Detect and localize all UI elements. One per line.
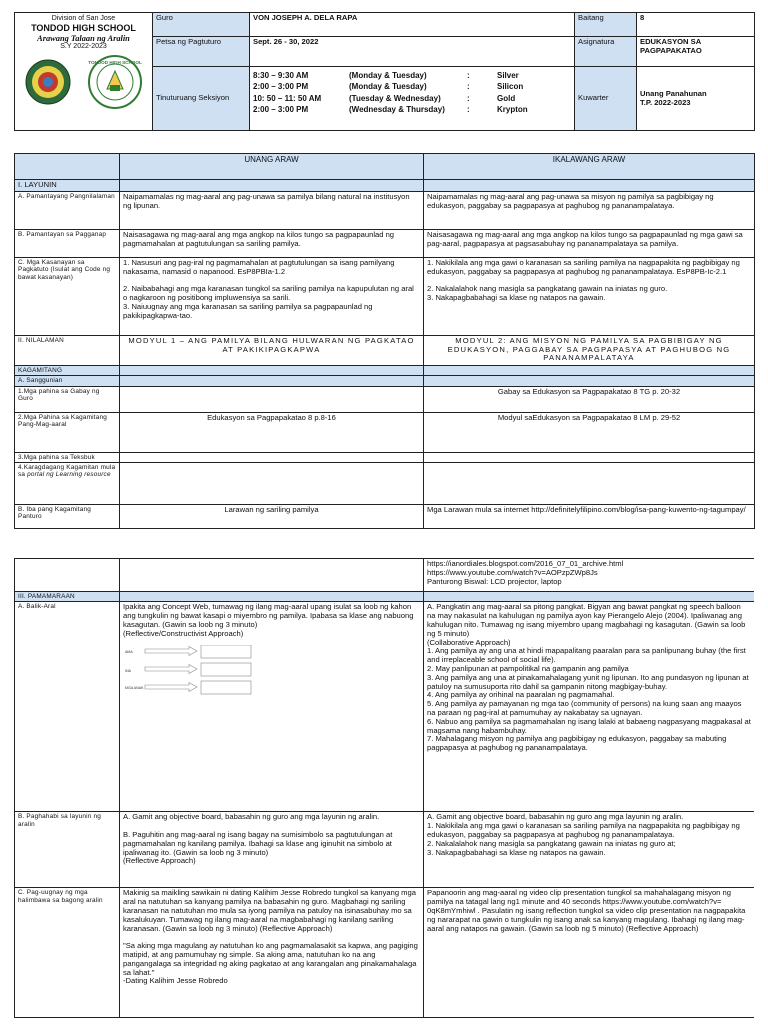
table-cell: Modyul saEdukasyon sa Pagpapakatao 8 LM p. 29-52 <box>424 412 755 452</box>
kagamitang-heading: KAGAMITANG <box>15 365 120 375</box>
row-label: II. NILALAMAN <box>15 335 120 365</box>
row-label: A. Balik-Aral <box>15 602 120 812</box>
schedule-time: 10: 50 – 11: 50 AM <box>253 93 322 103</box>
table-cell: 1. Nakikilala ang mga gawi o karanasan sa sariling pamilya na nagpapakita ng pagbibigay ng edukasyon, paggabay sa pagpapasya at paghubog ng pananampalataya. EsP8PB-Ic-2.1 2. Nakalalahok nang masigla sa pangkatang gawain na iniatas ng guro. 3. Nakapagbabahagi sa klase ng natapos na gawain. <box>424 257 755 335</box>
lesson-plan-page-2 <box>14 558 754 1024</box>
table-cell: Papanoorin ang mag-aaral ng video clip presentation tungkol sa mahahalagang misyon ng pamilya na tatagal lang ng1 minute and 40 seconds https://www.youtube.com/watch?v= 0qK8mYmhiwl . Pasulatin ng isang reflection tungkol sa video clip presentation na nagpapakita ng nararapat na gawin o tungkulin ng isang anak sa kanyang magulang. Ibahagi ng ilang mag-aaral ang natapos na gawain. (Gawin sa loob ng 5 minuto) (Reflective Approach) <box>424 888 755 1018</box>
petsa-label: Petsa ng Pagtuturo <box>153 37 250 67</box>
asignatura-label: Asignatura <box>575 37 637 67</box>
division-seal-icon <box>25 59 71 105</box>
row-label: A. Pamantayang Pangnilalaman <box>15 191 120 229</box>
petsa-value: Sept. 26 - 30, 2022 <box>250 37 575 67</box>
school-year: S.Y 2022-2023 <box>60 43 107 51</box>
schedule-days: (Tuesday & Wednesday) <box>349 93 441 103</box>
school-logo-icon <box>88 55 142 109</box>
svg-text:AMA: AMA <box>125 649 133 654</box>
schedule-time: 8:30 – 9:30 AM <box>253 71 309 80</box>
table-cell: A. Pangkatin ang mag-aaral sa pitong pangkat. Bigyan ang bawat pangkat ng speech balloon na may nakasulat na kahulugan ng pamilya ayon kay Pierangelo Alejo (2004). Ipaliwanag ang kahulugan nito. Tumawag ng isang miyembro upang magbahagi ng kasagutan. (Gawin sa loob ng 5 minuto) (Collaborative Approach) 1. Ang pamilya ay ang una at hindi mapapalitang paaralan para sa panlipunang buhay (the first and irreplaceable school of social life). 2. May panlipunan at pampolitikal na gampanin ang pamilya 3. Ang pamilya ang una at pinakamahalagang yunit ng lipunan. Ito ang pundasyon ng lipunan at patuloy na sumusuporta rito dahil sa gampanin nitong magbigay-buhay. 4. Ang pamilya ay orihinal na paaralan ng pagmamahal. 5. Ang pamilya ay pamayanan ng mga tao (community of persons) na kung saan ang maayos na paraan ng pag-iral at pamumuhay ay nakabatay sa ugnayan. 6. Nabuo ang pamilya sa pagmamahalan ng isang lalaki at babaeng nagpasyang magpakasal at magsama nang habambuhay. 7. Mahalagang misyon ng pamilya ang pagbibigay ng edukasyon, paggabay sa mabuting pagpapasya at paghubog ng pananampalataya. <box>424 602 755 812</box>
kuwarter-label: Kuwarter <box>575 67 637 131</box>
guro-label: Guro <box>153 13 250 37</box>
table-cell: Larawan ng sariling pamilya <box>120 505 424 529</box>
table-cell: Makinig sa maikling sawikain ni dating Kalihim Jesse Robredo tungkol sa kanyang mga aral na natutuhan sa kanyang pamilya na babasahin ng guro. Magbahagi ng sariling karanasan na natutuhan mo mula sa iyong pamilya na patuloy na isinasabuhay mo sa kasalukuyan. Tumawag ng ilang mag-aaral na magbabahagi ng kanilang sariling karanasan. (Gawin sa loob ng 3 minuto) (Reflective Approach) "Sa aking mga magulang ay natutuhan ko ang pagmamalasakit sa kapwa, ang pagiging matipid, at ang pamumuhay ng simple. Sa aking ama, natutuhan ko na ang pangangalaga sa integridad ng aking pagkatao at ang karangalan ang pinakamahalaga sa lahat." -Dating Kalihim Jesse Robredo <box>120 888 424 1018</box>
baitang-label: Baitang <box>575 13 637 37</box>
pamamaraan-heading: III. PAMAMARAAN <box>15 592 120 602</box>
row-label: 4.Karagdagang Kagamitan mula sa portal ng Learning resource <box>15 463 120 505</box>
table-cell: Gabay sa Edukasyon sa Pagpapakatao 8 TG p. 20-32 <box>424 386 755 412</box>
guro-value: VON JOSEPH A. DELA RAPA <box>250 13 575 37</box>
balik-aral-text: Ipakita ang Concept Web, tumawag ng ilang mag-aaral upang isulat sa loob ng kahon ang tungkulin ng bawat kasapi o miyembro ng pamilya. Ipabasa sa klase ang nabuong kasagutan. (Gawin sa loob ng 3 minuto) (Reflective/Constructivist Approach) <box>123 602 414 638</box>
table-cell: A. Gamit ang objective board, babasahin ng guro ang mga layunin ng aralin. B. Paguhitin ang mag-aaral ng isang bagay na sumisimbolo sa pagtutulungan at pagmamahalan ng kanilang pamilya. Ibahagi sa klase ang iginuhit na simbolo at ipaliwanag ito. (Gawin sa loob ng 3 minuto) (Reflective Approach) <box>120 812 424 888</box>
schedule-days: (Wednesday & Thursday) <box>349 104 445 114</box>
row-label: 3.Mga pahina sa Teksbuk <box>15 452 120 462</box>
school-name: TONDOD HIGH SCHOOL <box>31 23 136 34</box>
schedule-days: (Monday & Tuesday) <box>349 71 427 80</box>
schedule-list <box>250 67 575 131</box>
kuwarter-value: Unang Panahunan T.P. 2022-2023 <box>637 67 755 131</box>
sanggunian-heading: A. Sanggunian <box>15 376 120 386</box>
row-label: C. Pag-uugnay ng mga halimbawa sa bagong aralin <box>15 888 120 1018</box>
schedule-section: Gold <box>497 93 516 103</box>
table-cell: A. Gamit ang objective board, babasahin ng guro ang mga layunin ng aralin. 1. Nakikilala ang mga gawi o karanasan sa sariling pamilya na nagpapakita ng pagbibigay ng edukasyon, paggabay sa pagpapasya at paghubog ng pananampalataya. 2. Nakalalahok nang masigla sa pangkatang gawain na iniatas ng guro at; 3. Nakapagbabahagi sa klase ng natapos na gawain. <box>424 812 755 888</box>
table-cell: Naisasagawa ng mag-aaral ang mga angkop na kilos tungo sa pagpapaunlad ng mga gawi sa pag-aaral, pagpapasya at pagsasabuhay ng pananampalataya sa pamilya. <box>424 229 755 257</box>
svg-text:TONDOD HIGH SCHOOL: TONDOD HIGH SCHOOL <box>87 60 142 66</box>
procedure-table <box>14 558 754 1018</box>
column-ikalawang-araw: IKALAWANG ARAW <box>424 154 755 180</box>
row-label: B. Pamantayan sa Pagganap <box>15 229 120 257</box>
schedule-sep: : <box>467 71 470 80</box>
table-cell: Edukasyon sa Pagpapakatao 8 p.8-16 <box>120 412 424 452</box>
layunin-heading: I. LAYUNIN <box>15 180 120 192</box>
schedule-sep: : <box>467 82 470 92</box>
division: Division of San Jose <box>51 15 116 22</box>
row-label: B. Paghahabi sa layunin ng aralin <box>15 812 120 888</box>
schedule-sep: : <box>467 93 470 103</box>
document-title: Arawang Talaan ng Aralin <box>37 33 130 43</box>
table-cell <box>120 602 424 812</box>
table-cell: Naisasagawa ng mag-aaral ang mga angkop na kilos tungo sa pagpapaunlad ng pagmamahalan at pagtutulungan sa sariling pamilya. <box>120 229 424 257</box>
baitang-value: 8 <box>637 13 755 37</box>
school-info <box>15 13 153 131</box>
schedule-section: Silicon <box>497 82 524 92</box>
schedule-time: 2:00 – 3:00 PM <box>253 82 309 92</box>
asignatura-value: EDUKASYON SA PAGPAPAKATAO <box>637 37 755 67</box>
concept-web-diagram <box>123 645 253 701</box>
table-cell: https://ianordiales.blogspot.com/2016_07_01_archive.html https://www.youtube.com/watch?v=AOPzpZWp8Js Panturong Biswal: LCD projector, laptop <box>424 559 755 592</box>
lesson-plan-page-1 <box>14 12 754 529</box>
table-cell: Mga Larawan mula sa internet http://definitelyfilipino.com/blog/isa-pang-kuwento-ng-tagumpay/ <box>424 505 755 529</box>
table-cell: 1. Nasusuri ang pag-iral ng pagmamahalan at pagtutulungan sa isang pamilyang nakasama, namasid o napanood. EsP8PBIa-1.2 2. Naibabahagi ang mga karanasan tungkol sa sariling pamilya na kapupulutan ng aral o nagkaroon ng positibong impluwensiya sa sarili. 3. Naiuugnay ang mga karanasan sa sariling pamilya sa pagpapaunlad ng pakikipagkapwa-tao. <box>120 257 424 335</box>
column-corner <box>15 154 120 180</box>
header-table <box>14 12 755 131</box>
table-cell: Naipamamalas ng mag-aaral ang pag-unawa sa pamilya bilang natural na institusyon ng lipunan. <box>120 191 424 229</box>
schedule-time: 2:00 – 3:00 PM <box>253 104 309 114</box>
row-label: B. Iba pang Kagamitang Panturo <box>15 505 120 529</box>
row-label: C. Mga Kasanayan sa Pagkatuto (Isulat ang Code ng bawat kasanayan) <box>15 257 120 335</box>
row-label: 2.Mga Pahina sa Kagamitang Pang-Mag-aaral <box>15 412 120 452</box>
table-cell: Naipamamalas ng mag-aaral ang pag-unawa sa misyon ng pamilya sa pagbibigay ng edukasyon, paggabay sa pagpapasya at paghubog ng pananampalataya. <box>424 191 755 229</box>
column-unang-araw: UNANG ARAW <box>120 154 424 180</box>
schedule-section: Krypton <box>497 104 528 114</box>
schedule-days: (Monday & Tuesday) <box>349 82 427 92</box>
schedule-sep: : <box>467 104 470 114</box>
row-label: 1.Mga pahina sa Gabay ng Guro <box>15 386 120 412</box>
table-cell: MODYUL 1 – ANG PAMILYA BILANG HULWARAN NG PAGKATAO AT PAKIKIPAGKAPWA <box>120 335 424 365</box>
table-cell: MODYUL 2: ANG MISYON NG PAMILYA SA PAGBIBIGAY NG EDUKASYON, PAGGABAY SA PAGPAPASYA AT PAGHUBOG NG PANANAMPALATAYA <box>424 335 755 365</box>
schedule-section: Silver <box>497 71 519 80</box>
svg-text:INA: INA <box>125 668 131 673</box>
objectives-table <box>14 153 755 529</box>
svg-text:MGA ANAK: MGA ANAK <box>125 685 144 690</box>
seksyon-label: Tinuturuang Seksiyon <box>153 67 250 131</box>
